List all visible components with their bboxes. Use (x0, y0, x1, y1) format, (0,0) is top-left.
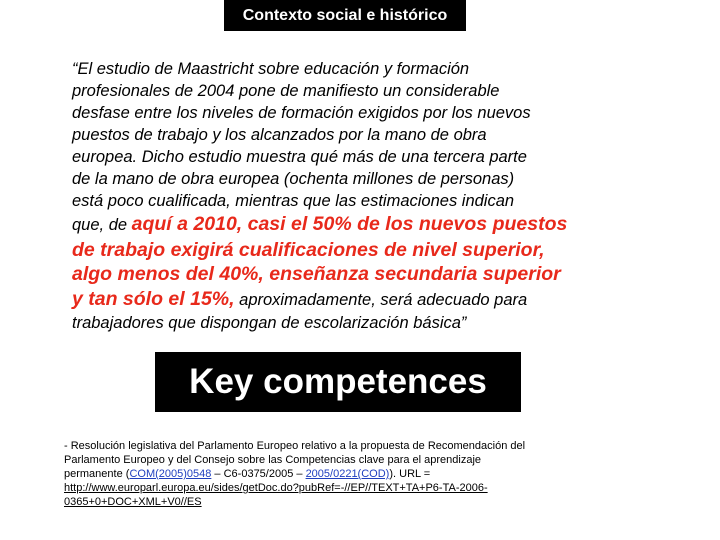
quote-paragraph (72, 58, 612, 334)
quote-highlight-line: algo menos del 40%, enseñanza secundaria superior (72, 263, 561, 285)
cod-procedure-link[interactable]: 2005/0221(COD) (305, 468, 390, 480)
quote-highlight: aquí a 2010, casi el 50% de los nuevos puestos (131, 213, 568, 235)
reference-line: - Resolución legislativa del Parlamento Europeo relativo a la propuesta de Recomendación del (64, 440, 526, 452)
quote-line: puestos de trabajo y los alcanzados por la mano de obra (72, 126, 487, 144)
quote-highlight-line: de trabajo exigirá cualificaciones de nivel superior, (72, 238, 545, 261)
reference-url-line (64, 495, 664, 509)
quote-line-suffix: aproximadamente, será adecuado para (234, 290, 528, 309)
quote-line: desfase entre los niveles de formación exigidos por los nuevos (72, 104, 531, 122)
key-competences-box (155, 352, 521, 412)
slide-title-box (224, 0, 466, 31)
quote-line: está poco cualificada, mientras que las estimaciones indican (72, 192, 515, 210)
key-competences-label: Key competences (189, 362, 487, 401)
reference-prefix: permanente ( (64, 468, 130, 480)
quote-highlight: y tan sólo el 15%, (72, 287, 235, 310)
quote-line: trabajadores que dispongan de escolarización básica” (72, 314, 467, 332)
quote-line-mixed (72, 212, 612, 238)
reference-suffix: ). URL = (389, 468, 431, 480)
reference-line-links (64, 467, 664, 481)
reference-mid: – C6-0375/2005 – (211, 468, 306, 480)
reference-note (64, 439, 664, 509)
quote-line: “El estudio de Maastricht sobre educación y formación (72, 60, 470, 78)
slide-title: Contexto social e histórico (242, 6, 448, 24)
quote-line-mixed (72, 287, 612, 313)
com-document-link[interactable]: COM(2005)0548 (129, 468, 212, 480)
europarl-url-link-cont[interactable]: 0365+0+DOC+XML+V0//ES (64, 496, 202, 508)
quote-line-prefix: que, de (72, 216, 132, 234)
quote-line: europea. Dicho estudio muestra qué más de una tercera parte (72, 148, 527, 166)
reference-url-line (64, 481, 664, 495)
reference-line: Parlamento Europeo y del Consejo sobre las Competencias clave para el aprendizaje (64, 454, 482, 466)
quote-line: profesionales de 2004 pone de manifiesto un considerable (72, 82, 500, 100)
europarl-url-link[interactable]: http://www.europarl.europa.eu/sides/getDoc.do?pubRef=-//EP//TEXT+TA+P6-TA-2006- (64, 482, 488, 494)
quote-line: de la mano de obra europea (ochenta millones de personas) (72, 170, 515, 188)
